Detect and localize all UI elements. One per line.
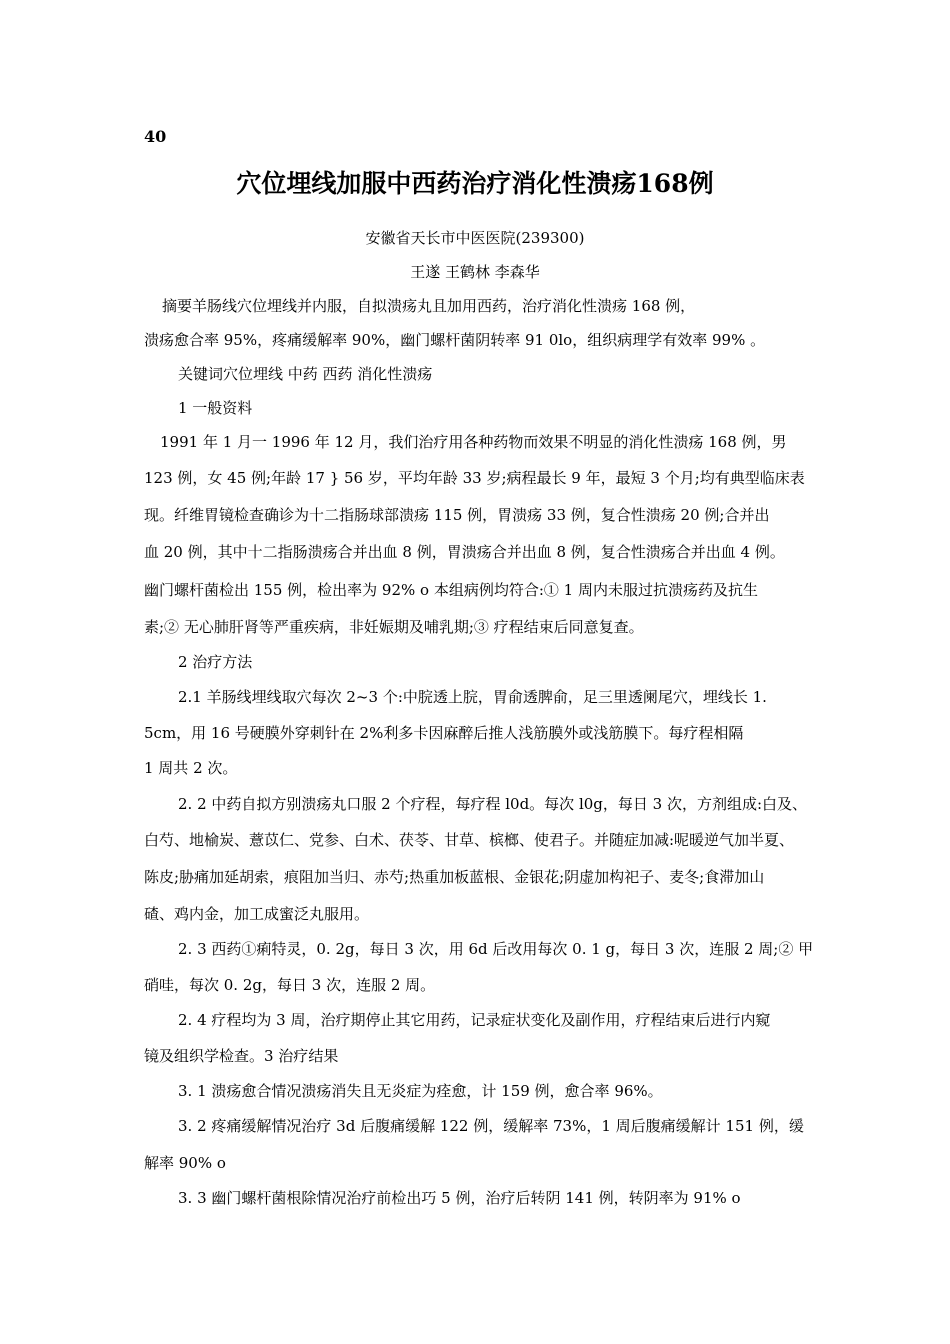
- page-number: 40: [144, 127, 167, 146]
- paragraph-line: 解率 90% o: [144, 1154, 226, 1172]
- paragraph-line: 3. 2 疼痛缓解情况治疗 3d 后腹痛缓解 122 例，缓解率 73%，1 周后腹痛缓解计 151 例，缓: [178, 1117, 804, 1135]
- authors: 王遂 王鹤林 李森华: [410, 263, 540, 281]
- abstract-line-1: 摘要羊肠线穴位埋线并内服，自拟溃疡丸且加用西药，治疗消化性溃疡 168 例，: [162, 297, 696, 315]
- paragraph-line: 幽门螺杆菌检出 155 例，检出率为 92% o 本组病例均符合:① 1 周内未服过抗溃疡药及抗生: [144, 581, 758, 599]
- paragraph-line: 2. 3 西药①痢特灵，0. 2g，每日 3 次，用 6d 后改用每次 0. 1 g，每日 3 次，连服 2 周;② 甲: [178, 940, 814, 958]
- section-heading-1: 1 一般资料: [178, 399, 253, 417]
- paragraph-line: 硝哇，每次 0. 2g，每日 3 次，连服 2 周。: [144, 976, 436, 994]
- paragraph-line: 2.1 羊肠线埋线取穴每次 2~3 个:中脘透上脘，胃俞透脾俞，足三里透阑尾穴，埋线长 1.: [178, 688, 767, 706]
- paragraph-line: 123 例，女 45 例;年龄 17 } 56 岁，平均年龄 33 岁;病程最长 9 年，最短 3 个月;均有典型临床表: [144, 469, 805, 487]
- paragraph-line: 5cm，用 16 号硬膜外穿刺针在 2%利多卡因麻醉后推人浅筋膜外或浅筋膜下。每疗程相隔: [144, 724, 744, 742]
- keywords-line: 关键词穴位埋线 中药 西药 消化性溃疡: [178, 365, 433, 383]
- paragraph-line: 3. 1 溃疡愈合情况溃疡消失且无炎症为痊愈，计 159 例，愈合率 96%。: [178, 1082, 663, 1100]
- abstract-line-2: 溃疡愈合率 95%，疼痛缓解率 90%，幽门螺杆菌阴转率 91 0lo，组织病理学有效率 99% 。: [144, 331, 766, 349]
- paragraph-line: 2. 4 疗程均为 3 周，治疗期停止其它用药，记录症状变化及副作用，疗程结束后进行内窥: [178, 1011, 771, 1029]
- paragraph-line: 3. 3 幽门螺杆菌根除情况治疗前检出巧 5 例，治疗后转阴 141 例，转阴率为 91% o: [178, 1189, 741, 1207]
- paragraph-line: 白芍、地榆炭、薏苡仁、党参、白术、茯苓、甘草、槟榔、使君子。并随症加减:呢暖逆气加半夏、: [144, 831, 795, 849]
- paragraph-line: 碴、鸡内金，加工成蜜泛丸服用。: [144, 905, 370, 923]
- paragraph-line: 1 周共 2 次。: [144, 759, 238, 777]
- paragraph-line: 2. 2 中药自拟方别溃疡丸口服 2 个疗程，每疗程 l0d。每次 l0g，每日 3 次，方剂组成:白及、: [178, 795, 808, 813]
- paragraph-line: 现。纤维胃镜检查确诊为十二指肠球部溃疡 115 例，胃溃疡 33 例，复合性溃疡 20 例;合并出: [144, 506, 770, 524]
- paragraph-line: 血 20 例，其中十二指肠溃疡合并出血 8 例，胃溃疡合并出血 8 例，复合性溃疡合并出血 4 例。: [144, 543, 785, 561]
- page-title: 穴位埋线加服中西药治疗消化性溃疡168例: [236, 169, 714, 198]
- paragraph-line: 1991 年 1 月一 1996 年 12 月，我们治疗用各种药物而效果不明显的消化性溃疡 168 例，男: [160, 433, 787, 451]
- paragraph-line: 素;② 无心肺肝肾等严重疾病，非妊娠期及哺乳期;③ 疗程结束后同意复查。: [144, 618, 644, 636]
- section-heading-2: 2 治疗方法: [178, 653, 253, 671]
- paragraph-line: 陈皮;胁痛加延胡索，痕阻加当归、赤芍;热重加板蓝根、金银花;阴虚加构祀子、麦冬;食滞加山: [144, 868, 765, 886]
- paragraph-line: 镜及组织学检查。3 治疗结果: [144, 1047, 339, 1065]
- affiliation: 安徽省天长市中医医院(239300): [365, 229, 585, 247]
